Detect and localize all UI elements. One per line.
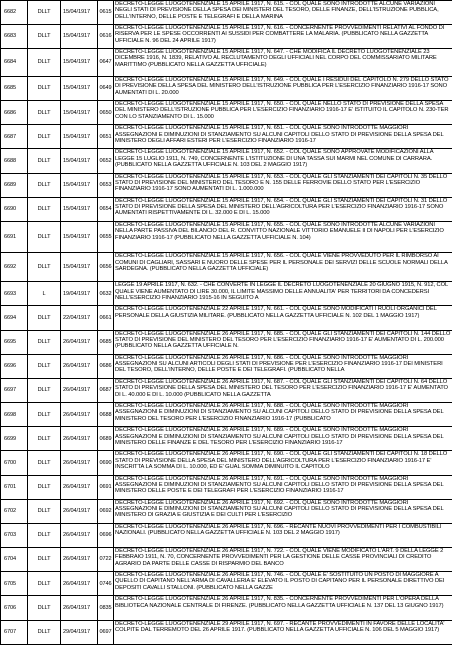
law-type: DLLT [28,596,61,620]
law-description: DECRETO-LEGGE LUOGOTENENZIALE 26 APRILE 1917, N. 746. - COL QUALE E' SOSTITUITO UN POSTO DI MAGGIORE A QUELLO DI CAPITANO NELL'ARMA DI CAVALLERIA E' ELEVATO IL POSTO DI CAPITANO PER IL PERSONALE DIRETTIVO DEI DEPOSITI CAVALLI STALLONI. (PUBBLICATO NELLA GAZZE [114,572,452,596]
law-type: DLLT [28,49,61,77]
law-code: 0661 [98,306,114,330]
law-date: 26/04/1917 [61,499,98,523]
table-row [1,620,452,645]
law-description: DECRETO-LEGGE LUOGOTENENZIALE 26 APRILE 1917, N. 690. - COL QUALE GLI STANZIAMENTI DEI CAPITOLI N. 18 DELLO STATO DI PREVISIONE DELLA SPESA DEL MINISTERO DELL'AGRICOLTURA PER L'ESERCIZIO FINANZIARIO 1916-17 E' INSCRITTA LA SOMMA DI L. 10.000, ED E' GUAL SOMMA DIMINUITO IL CAPITOLO [114,451,452,475]
law-type: DLLT [28,475,61,499]
table-row [1,173,452,197]
law-code: 0722 [98,548,114,572]
law-type: DLLT [28,523,61,547]
law-description: DECRETO-LEGGE LUOGOTENENZIALE 26 APRILE 1917, N. 689. - COL QUALE SONO INTRODOTTE MAGGIORI ASSEGNAZIONI E DIMINUZIONI DI STANZIAMENTO SU ALCUNI CAPITOLI DELLO STATO DI PREVISIONE DELLA SPESA DEL MINISTERO DELLE FINANZE E DEL TESORO PER L'ESERCIZIO FINANZIARIO 1916-17 [114,427,452,451]
law-number: 6691 [1,221,28,252]
law-code: 0685 [98,330,114,354]
law-code: 0650 [98,101,114,125]
law-type: DLLT [28,620,61,645]
law-type: DLLT [28,499,61,523]
law-number: 6684 [1,49,28,77]
law-type: DLLT [28,451,61,475]
law-code: 0615 [98,1,114,25]
law-date: 15/04/1917 [61,221,98,252]
law-date: 15/04/1917 [61,25,98,49]
law-date: 26/04/1917 [61,330,98,354]
law-date: 26/04/1917 [61,378,98,402]
law-description: DECRETO-LEGGE LUOGOTENENZIALE 15 APRILE 1917, N. 653. - COL QUALE GLI STANZIAMENTI DEI CAPITOLI N. 35 DELLO STATO DI PREVISIONE DEL MINISTERO DEL TESORO E N. 155 DELLE FERROVIE DELLO STATO PER L'ESERCIZIO FINANZIARIO 1916-17 SONO AUMENTATI DI L. 1.000.000 [114,173,452,197]
law-date: 26/04/1917 [61,403,98,427]
table-row [1,125,452,149]
law-description: DECRETO-LEGGE LUOGOTENENZIALE 26 APRILE 1917, N. 686. - COL QUALE SONO INTRODOTTE MAGGIORI ASSEGNAZIONI SU ALCUNI ARTICOLI DEGLI STATI DI PREVISIONE PER L'ESERCIZIO FINANZIARIO 1916-17 DEI MINISTERI DEL TESORO, DELL'INTERNO, DELLE POSTE E DEI TELEGRAFI. (PUBBLICATO NELLA [114,354,452,378]
law-code: 0696 [98,523,114,547]
law-number: 6703 [1,523,28,547]
law-description: DECRETO-LEGGE LUOGOTENENZIALE 15 APRILE 1917, N. 654. - COL QUALE GLI STANZIAMENTI DEI CAPITOLI N. 31 DELLO STATO DI PREVISIONE DELLA SPESA DEL MINISTERO DELL'AGRICOLTURA PER L'ESERCIZIO FINANZIARIO 1916-17 SONO AUMENTATI RISPETTIVAMENTE DI L. 32.000 E DI L. 15.000 [114,197,452,221]
table-row [1,306,452,330]
table-row [1,149,452,173]
law-description: DECRETO-LEGGE LUOGOTENENZIALE 26 APRILE 1917, N. 722. - COL QUALE VIENE MODIFICATO L'ART. 9 DELLA LEGGE 2 FEBBRAIO 1911, N. 70, CONCERNENTE PROVVEDIMENTI PER LA GESTIONE DELLE CASSE PROVINCIALI DI CREDITO AGRARIO DA PARTE DELLE CASSE DI RISPARMIO DEL BANCO [114,548,452,572]
law-code: 0655 [98,221,114,252]
table-row [1,330,452,354]
law-type: DLLT [28,427,61,451]
law-description: DECRETO-LEGGE LUOGOTENENZIALE 15 APRILE 1917, N. 649. - COL QUALE I RESIDUI DEL CAPITOLO N. 279 DELLO STATO DI PREVISIONE DELLA SPESA DEL MINISTERO DELL'ISTRUZIONE PUBBLICA PER L'ESERCIZIO FINANZIARIO 1916-17 SONO AUMENTATI DI L. 20.000 [114,76,452,100]
law-description: DECRETO-LEGGE LUOGOTENENZIALE 15 APRILE 1917, N. 652. - COL QUALE SONO APPROVATE MODIFICAZIONI ALLA LEGGE 15 LUGLIO 1911, N. 749, CONCERNENTE L'ISTITUZIONE DI UNA TASSA SUI MARMI NEL COMUNE DI CARRARA. (PUBBLICATO NELLA GAZZETTA UFFICIALE N. 103 DEL 2 MAGGIO 1917) [114,149,452,173]
table-row [1,596,452,620]
law-code: 0649 [98,76,114,100]
table-row [1,282,452,306]
table-row [1,475,452,499]
table-row [1,49,452,77]
law-description: DECRETO-LEGGE LUOGOTENENZIALE 26 APRILE 1917, N. 835. - CONCERNENTE PROVVEDIMENTI PER L'OPERA DELLA BIBLIOTECA NAZIONALE CENTRALE DI FIRENZE. (PUBBLICATO NELLA GAZZETTA UFFICIALE N. 137 DEL 13 GIUGNO 1917) [114,596,452,620]
law-code: 0686 [98,354,114,378]
table-row [1,197,452,221]
law-code: 0690 [98,451,114,475]
law-date: 26/04/1917 [61,548,98,572]
law-code: 0616 [98,25,114,49]
law-date: 26/04/1917 [61,354,98,378]
law-date: 15/04/1917 [61,1,98,25]
table-row [1,354,452,378]
law-type: DLLT [28,253,61,282]
law-date: 15/04/1917 [61,149,98,173]
law-date: 29/04/1917 [61,620,98,645]
law-number: 6699 [1,427,28,451]
law-type: L [28,282,61,306]
law-number: 6693 [1,282,28,306]
law-code: 0651 [98,125,114,149]
law-date: 15/04/1917 [61,173,98,197]
law-number: 6683 [1,25,28,49]
law-description: DECRETO-LEGGE LUOGOTENENZIALE 29 APRILE 1917, N. 697. - RECANTE PROVVEDIMENTI IN FAVORE DELLE LOCALITA' COLPITE DAL TERREMOTO DEL 26 APRILE 1917. (PUBBLICATO NELLA GAZZETTA UFFICIALE N. 106 DEL 5 MAGGIO 1917) [114,620,452,645]
law-type: DLLT [28,548,61,572]
table-row [1,403,452,427]
law-description: DECRETO-LEGGE LUOGOTENENZIALE 15 APRILE 1917, N. 650. - COL QUALE NELLO STATO DI PREVISIONE DELLA SPESA DEL MINISTERO DELL'ISTRUZIONE PUBBLICA PER L'ESERCIZIO FINANZIARIO 1916-17 E' ISTITUITO IL CAPITOLO N. 230-TER CON LO STANZIAMENTO DI L. 15.000 [114,101,452,125]
law-type: DLLT [28,403,61,427]
law-code: 0656 [98,253,114,282]
law-code: 0691 [98,475,114,499]
law-code: 0652 [98,149,114,173]
law-date: 22/04/1917 [61,306,98,330]
law-description: DECRETO-LEGGE LUOGOTENENZIALE 15 APRILE 1917, N. 656. - COL QUALE VIENE PROVVEDUTO PER IL RIMBORSO AI COMUNI DI CAGLIARI, SASSARI E NUORO DELLE SPESE PER IL PERSONALE DEI SERVIZI DELLE SCUOLE NORMALI DELLA SARDEGNA. (PUBBLICATO NELLA GAZZETTA UFFICIALE) [114,253,452,282]
law-type: DLLT [28,306,61,330]
law-date: 26/04/1917 [61,427,98,451]
law-number: 6697 [1,378,28,402]
table-row [1,523,452,547]
law-description: DECRETO-LEGGE LUOGOTENENZIALE 15 APRILE 1917, N. 651. - COL QUALE SONO INTRODOTTE MAGGIORI ASSEGNAZIONI E DIMINUZIONI DI STANZIAMENTO SU ALCUNI CAPITOLI DELLO STATO DI PREVISIONE DELLA SPESA DEL MINISTERO DEGLI AFFARI ESTERI PER L'ESERCIZIO FINANZIARIO 1916-17 [114,125,452,149]
law-date: 26/04/1917 [61,596,98,620]
law-date: 26/04/1917 [61,475,98,499]
law-description: DECRETO-LEGGE LUOGOTENENZIALE 26 APRILE 1917, N. 691. - COL QUALE SONO INTRODOTTE MAGGIORI ASSEGNAZIONI E DIMINUZIONI DI STANZIAMENTO SU ALCUNI CAPITOLI DELLO STATO DI PREVISIONE DELLA SPESA DEL MINISTERO DELLE POSTE E DEI TELEGRAFI PER L'ESERCIZIO FINANZIARIO 1916-17 [114,475,452,499]
law-number: 6705 [1,572,28,596]
law-date: 15/04/1917 [61,125,98,149]
law-number: 6687 [1,125,28,149]
law-date: 15/04/1917 [61,253,98,282]
law-number: 6690 [1,197,28,221]
table-row [1,76,452,100]
law-number: 6685 [1,76,28,100]
law-date: 15/04/1917 [61,197,98,221]
table-row [1,221,452,252]
table-row [1,253,452,282]
law-number: 6700 [1,451,28,475]
law-code: 0697 [98,620,114,645]
law-description: LEGGE 19 APRILE 1917, N. 632. - CHE CONVERTE IN LEGGE IL DECRETO LUOGOTENENZIALE 20 GIUGNO 1915, N. 912, COL QUALE VIENE AUMENTATO DI LIRE 30.000, IL LIMITE MASSIMO DELLE ANNUALITA' PER TERRITORI DA CONCEDERSI NELL'ESERCIZIO FINANZIARIO 1915-16 IN SEGUITO A [114,282,452,306]
law-description: DECRETO-LEGGE LUOGOTENENZIALE 22 APRILE 1917, N. 661. - COL QUALE SONO MODIFICATI I RUOLI ORGANICI DEL PERSONALE DELLA GIUSTIZIA MILITARE. (PUBBLICATO NELLA GAZZETTA UFFICIALE N. 102 DEL 1 MAGGIO 1917) [114,306,452,330]
law-number: 6688 [1,149,28,173]
law-code: 0835 [98,596,114,620]
law-code: 0654 [98,197,114,221]
law-type: DLLT [28,25,61,49]
law-code: 0687 [98,378,114,402]
law-type: DLLT [28,354,61,378]
law-description: DECRETO-LEGGE LUOGOTENENZIALE 26 APRILE 1917, N. 688. - COL QUALE SONO INTRODOTTE MAGGIORI ASSEGNAZIONI E DIMINUZIONI DI STANZIAMENTO SU ALCUNI CAPITOLI DELLO STATO DI PREVISIONE DELLA SPESA DEL MINISTERO DEL TESORO PER L'ESERCIZIO FINANZIARIO 1916-17 (PUBBLICATO [114,403,452,427]
law-number: 6695 [1,330,28,354]
table-row [1,101,452,125]
law-date: 26/04/1917 [61,451,98,475]
law-number: 6702 [1,499,28,523]
law-code: 0647 [98,49,114,77]
law-type: DLLT [28,101,61,125]
law-number: 6694 [1,306,28,330]
table-row [1,451,452,475]
law-code: 0689 [98,427,114,451]
law-number: 6698 [1,403,28,427]
law-type: DLLT [28,173,61,197]
law-code: 0632 [98,282,114,306]
law-code: 0653 [98,173,114,197]
law-date: 26/04/1917 [61,523,98,547]
law-number: 6682 [1,1,28,25]
table-row [1,427,452,451]
law-type: DLLT [28,572,61,596]
law-description: DECRETO-LEGGE LUOGOTENENZIALE 26 APRILE 1917, N. 696. - RECANTE NUOVI PROVVEDIMENTI PER I COMBUSTIBILI NAZIONALI. (PUBBLICATO NELLA GAZZETTA UFFICIALE N. 103 DEL 2 MAGGIO 1917) [114,523,452,547]
law-type: DLLT [28,197,61,221]
law-number: 6707 [1,620,28,645]
law-number: 6696 [1,354,28,378]
table-row [1,25,452,49]
law-date: 19/04/1917 [61,282,98,306]
law-date: 26/04/1917 [61,572,98,596]
law-date: 15/04/1917 [61,76,98,100]
law-number: 6704 [1,548,28,572]
law-date: 15/04/1917 [61,101,98,125]
table-row [1,572,452,596]
law-type: DLLT [28,378,61,402]
law-description: DECRETO-LEGGE LUOGOTENENZIALE 26 APRILE 1917, N. 687. - COL QUALE GLI STANZIAMENTI DEI CAPITOLI N. 64 DELLO STATO DI PREVISIONE DELLA SPESA DEL MINISTERO DEL TESORO PER L'ESERCIZIO FINANZIARIO 1916-17 E' AUMENTATO DI L. 40.000 E DI L. 10.000 (PUBBLICATO NELLA GAZZETTA [114,378,452,402]
law-type: DLLT [28,330,61,354]
law-description: DECRETO-LEGGE LUOGOTENENZIALE 15 APRILE 1917, N. 655. - COL QUALE SONO INTRODOTTE ALCUNE VARIAZIONI NELLA PARTE PASSIVA DEL BILANCIO DEL R. CONVITTO NAZIONALE VITTORIO EMANUELE II DI NAPOLI PER L'ESERCIZIO FINANZIARIO 1916-17 (PUBBLICATO NELLA GAZZETTA UFFICIALE N. 104) [114,221,452,252]
law-number: 6689 [1,173,28,197]
law-type: DLLT [28,76,61,100]
law-code: 0746 [98,572,114,596]
law-number: 6686 [1,101,28,125]
law-date: 15/04/1917 [61,49,98,77]
law-code: 0692 [98,499,114,523]
law-number: 6692 [1,253,28,282]
table-row [1,1,452,25]
law-number: 6701 [1,475,28,499]
table-row [1,499,452,523]
law-number: 6706 [1,596,28,620]
law-code: 0688 [98,403,114,427]
law-description: DECRETO-LEGGE LUOGOTENENZIALE 15 APRILE 1917, N. 647. - CHE MODIFICA IL DECRETO LUOGOTENENZIALE 23 DICEMBRE 1916, N. 1839, RELATIVO AL RECLUTAMENTO DEGLI UFFICIALI NEL CORPO DEL COMMISSARIATO MILITARE MARITTIMO (PUBBLICATO NELLA GAZZETTA UFFICIALE) [114,49,452,77]
table-row [1,378,452,402]
law-type: DLLT [28,125,61,149]
law-description: DECRETO-LEGGE LUOGOTENENZIALE 15 APRILE 1917, N. 616. - CONCERNENTE PROVVEDIMENTI RELATIVI AL FONDO DI RISERVA PER LE SPESE OCCORRENTI AI SUSSIDI PER COMBATTERE LA MALARIA. (PUBBLICATO NELLA GAZZETTA UFFICIALE N. 96 DEL 24 APRILE 1917) [114,25,452,49]
table-row [1,548,452,572]
law-description: DECRETO-LEGGE LUOGOTENENZIALE 26 APRILE 1917, N. 685. - COL QUALE GLI STANZIAMENTI DEI CAPITOLI N. 144 DELLO STATO DI PREVISIONE DEL MINISTERO DEL TESORO PER L'ESERCIZIO FINANZIARIO 1916-17 E' AUMENTATO DI L. 200.000 (PUBBLICATO NELLA GAZZETTA UFFICIALE N. [114,330,452,354]
law-description: DECRETO-LEGGE LUOGOTENENZIALE 15 APRILE 1917, N. 615. - COL QUALE SONO INTRODOTTE ALCUNE VARIAZIONI NEGLI STATI DI PREVISIONE DELLA SPESA DEI MINISTERI DEL TESORO, DELLE FINANZE, DELL'ISTRUZIONE PUBBLICA, DELL'INTERNO, DELLE POSTE E TELEGRAFI E DELLA MARINA [114,1,452,25]
law-type: DLLT [28,221,61,252]
table-body [1,1,452,645]
law-type: DLLT [28,149,61,173]
law-description: DECRETO-LEGGE LUOGOTENENZIALE 26 APRILE 1917, N. 692. - COL QUALE SONO INTRODOTTE MAGGIORI ASSEGNAZIONI E DIMINUZIONI DI STANZIAMENTO SU ALCUNI CAPITOLI DELLO STATO DI PREVISIONE DELLA SPESA DEL MINISTERO DI GRAZIA E GIUSTIZIA E DEI CULTI PER L'ESERCIZIO [114,499,452,523]
law-type: DLLT [28,1,61,25]
